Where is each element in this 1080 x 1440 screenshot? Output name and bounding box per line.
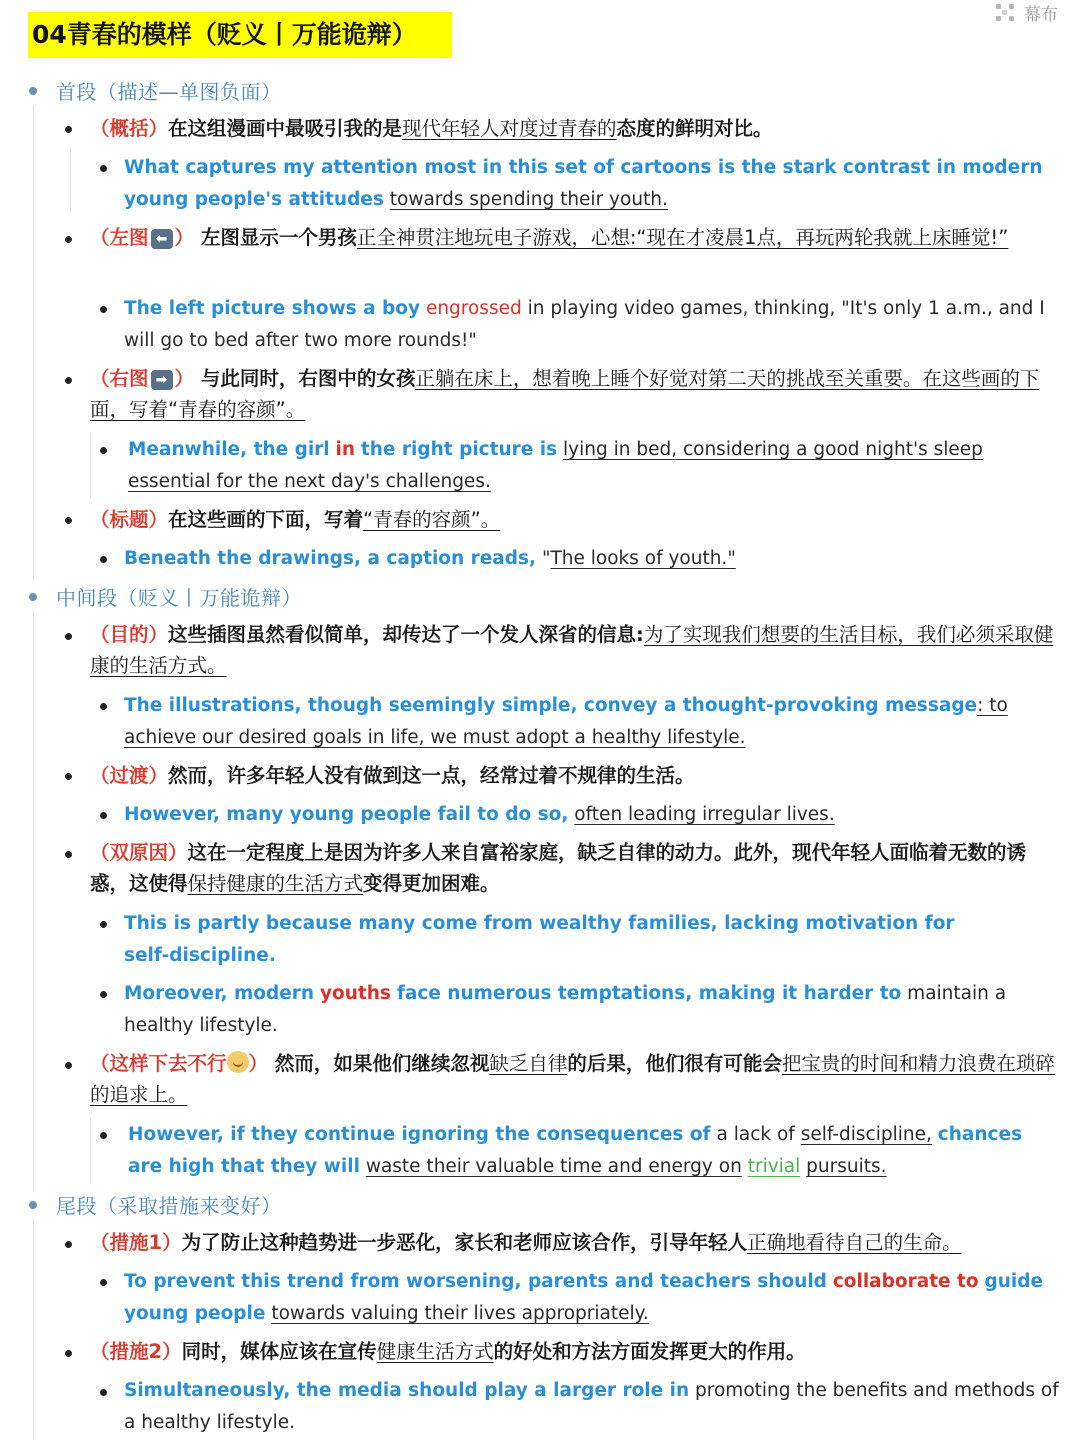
item-bullet[interactable] [100, 447, 107, 454]
item-bullet[interactable] [65, 851, 72, 858]
item-bullet[interactable] [100, 1279, 107, 1286]
brand-name: 幕布 [1024, 5, 1058, 25]
section-bullet[interactable] [29, 87, 37, 95]
item-bullet[interactable] [65, 377, 72, 384]
section-bullet[interactable] [29, 1201, 37, 1209]
document-title: 04青春的模样（贬义丨万能诡辩） [28, 12, 452, 58]
item-bullet[interactable] [100, 1132, 107, 1139]
section-heading-conclusion[interactable]: 尾段（采取措施来变好） [56, 1194, 282, 1218]
outline-item-right-picture[interactable]: （右图 ➡ ） 与此同时，右图中的女孩正躺在床上，想着晚上睡个好觉对第二天的挑战至关重要。在这些画的下面，写着“青春的容颜”。 [90, 367, 1040, 421]
outline-guide [70, 147, 71, 213]
item-tag: （概括） [90, 117, 169, 140]
item-bullet[interactable] [65, 773, 72, 780]
outline-guide [90, 1118, 91, 1184]
outline-item-left-picture[interactable]: （左图 ⬅ ） 左图显示一个男孩正全神贯注地玩电子游戏，心想:“现在才凌晨1点，再玩两轮我就上床睡觉!” [90, 226, 1009, 249]
outline-item-transition[interactable]: （过渡）然而，许多年轻人没有做到这一点，经常过着不规律的生活。 [90, 764, 695, 787]
outline-item-purpose[interactable]: （目的）这些插图虽然看似简单，却传达了一个发人深省的信息:为了实现我们想要的生活目标，我们必须采取健康的生活方式。 [90, 623, 1054, 677]
item-bullet[interactable] [100, 306, 107, 313]
outline-item-purpose-en[interactable]: The illustrations, though seemingly simple, convey a thought-provoking message: to achieve our desired goals in life, we must adopt a healthy lifestyle. [124, 695, 1008, 748]
item-bullet[interactable] [65, 517, 72, 524]
outline-item-transition-en[interactable]: However, many young people fail to do so, often leading irregular lives. [124, 804, 835, 825]
outline-item-consequence-en[interactable]: However, if they continue ignoring the consequences of a lack of self-discipline, chances are high that they will waste their valuable time and energy on trivial pursuits. [128, 1124, 1023, 1177]
item-bullet[interactable] [100, 921, 107, 928]
outline-guide [33, 612, 34, 1192]
item-bullet[interactable] [100, 1389, 107, 1396]
item-bullet[interactable] [100, 812, 107, 819]
item-bullet[interactable] [100, 165, 107, 172]
outline-item-reasons[interactable]: （双原因）这在一定程度上是因为许多人来自富裕家庭，缺乏自律的动力。此外，现代年轻人面临着无数的诱惑，这使得保持健康的生活方式变得更加困难。 [90, 841, 1027, 895]
outline-guide [90, 432, 91, 498]
outline-item-left-picture-en[interactable]: The left picture shows a boy engrossed in playing video games, thinking, "It's only 1 a.m., and I will go to bed after two more rounds!" [124, 298, 1045, 351]
outline-item-right-picture-en[interactable]: Meanwhile, the girl in the right picture is lying in bed, considering a good night's sleep essential for the next day's challenges. [128, 439, 983, 492]
facepalm-emoji-icon [227, 1051, 249, 1073]
item-bullet[interactable] [65, 633, 72, 640]
outline-item-summary[interactable]: （概括）在这组漫画中最吸引我的是现代年轻人对度过青春的态度的鲜明对比。 [90, 117, 773, 140]
outline-guide [33, 106, 34, 580]
item-bullet[interactable] [65, 1241, 72, 1248]
item-bullet[interactable] [100, 556, 107, 563]
right-arrow-icon: ➡ [151, 370, 173, 390]
section-bullet[interactable] [29, 593, 37, 601]
section-heading-body[interactable]: 中间段（贬义丨万能诡辩） [56, 586, 302, 610]
outline-item-measure-2-en[interactable]: Simultaneously, the media should play a larger role in promoting the benefits and methods of a healthy lifestyle. [124, 1380, 1059, 1433]
outline-item-measure-2[interactable]: （措施2）同时，媒体应该在宣传健康生活方式的好处和方法方面发挥更大的作用。 [90, 1340, 806, 1363]
outline-guide [33, 1220, 34, 1440]
left-arrow-icon: ⬅ [151, 229, 173, 249]
section-heading-intro[interactable]: 首段（描述—单图负面） [56, 80, 282, 104]
item-bullet[interactable] [65, 1350, 72, 1357]
item-bullet[interactable] [100, 703, 107, 710]
outline-item-reason-2-en[interactable]: Moreover, modern youths face numerous temptations, making it harder to maintain a healthy lifestyle. [124, 983, 1007, 1036]
outline-item-consequence[interactable]: （这样下去不行 ） 然而，如果他们继续忽视缺乏自律的后果，他们很有可能会把宝贵的时间和精力浪费在琐碎的追求上。 [90, 1052, 1055, 1106]
item-bullet[interactable] [65, 236, 72, 243]
item-bullet[interactable] [65, 1062, 72, 1069]
outline-item-caption-en[interactable]: Beneath the drawings, a caption reads, "The looks of youth." [124, 548, 736, 569]
outline-item-measure-1-en[interactable]: To prevent this trend from worsening, parents and teachers should collaborate to guide young people towards valuing their lives appropriately. [124, 1271, 1044, 1324]
item-bullet[interactable] [65, 126, 72, 133]
item-bullet[interactable] [100, 991, 107, 998]
outline-item-reason-1-en[interactable]: This is partly because many come from wealthy families, lacking motivation for self-discipline. [124, 913, 955, 966]
outline-item-measure-1[interactable]: （措施1）为了防止这种趋势进一步恶化，家长和老师应该合作，引导年轻人正确地看待自己的生命。 [90, 1231, 962, 1254]
outline-item-caption[interactable]: （标题）在这些画的下面，写着“青春的容颜”。 [90, 508, 501, 531]
outline-item-summary-en[interactable]: What captures my attention most in this set of cartoons is the stark contrast in modern young people's attitudes towards spending their youth. [124, 157, 1043, 210]
